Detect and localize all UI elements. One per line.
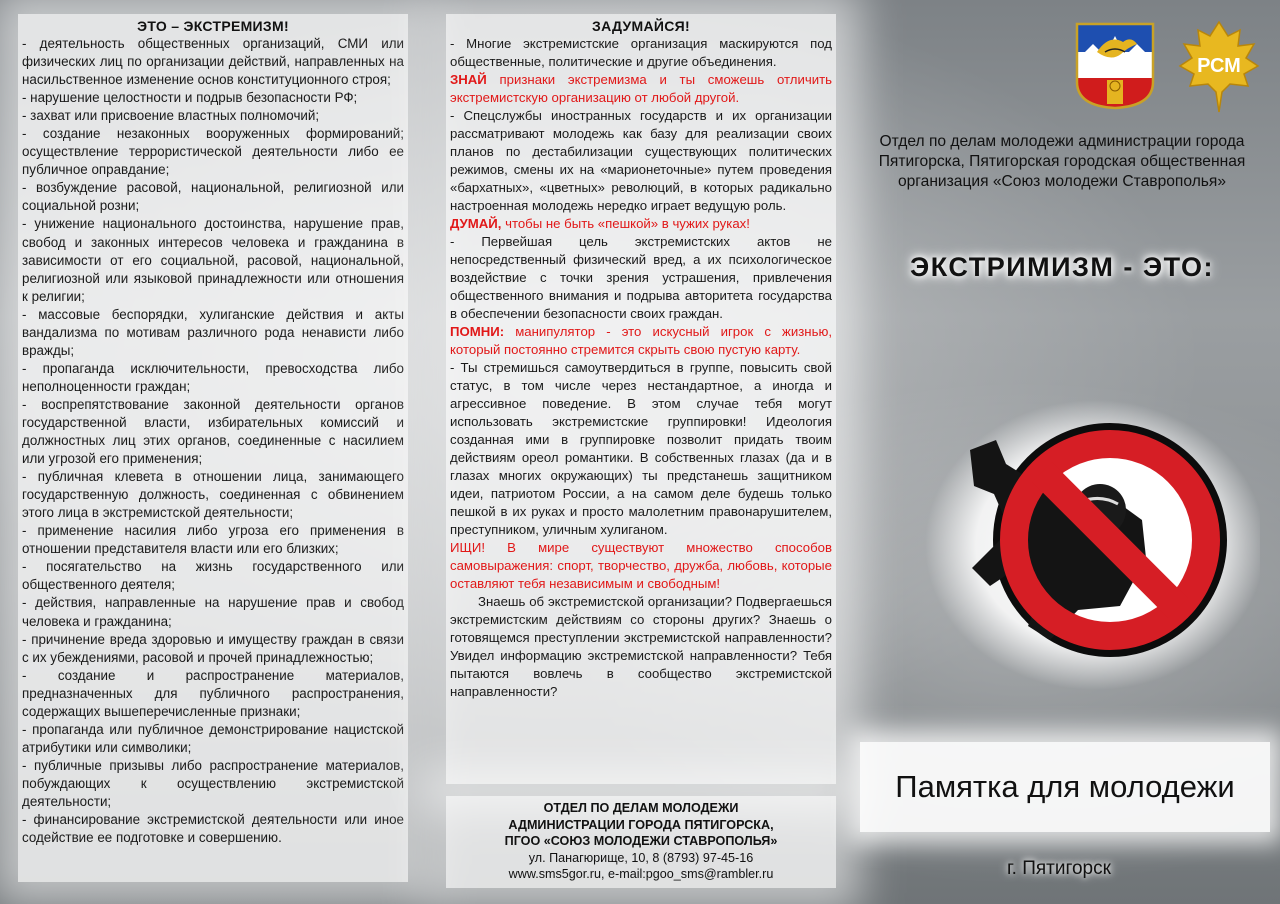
contact-web: www.sms5gor.ru, e-mail:pgoo_sms@rambler.ru xyxy=(508,867,774,881)
rsm-logo-text: РСМ xyxy=(1197,55,1241,77)
think-callout xyxy=(450,215,832,233)
definition-item: - причинение вреда здоровью и имуществу граждан в связи с их убеждениями, расовой и прочей принадлежностью; xyxy=(22,631,404,665)
contact-line-3: ПГОО «СОЮЗ МОЛОДЕЖИ СТАВРОПОЛЬЯ» xyxy=(504,834,778,848)
definition-item: - нарушение целостности и подрыв безопасности РФ; xyxy=(22,90,358,106)
paragraph-self-assertion: - Ты стремишься самоутвердиться в группе, повысить свой статус, в том числе через нестандартное, а иногда и агрессивное поведение. В этом случае тебя могут использовать экстремистские группировки! Идеология созданная ими в группировке позволит придать твоим действиям ореол романтики. В собственных глазах (да и в глазах многих окружающих) ты предстанешь защитником идеи, патриотом России, а на самом деле будешь только пешкой в их руках и просто малолетним правонарушителем, преступником, уличным хулиганом. xyxy=(450,360,832,537)
remember-callout xyxy=(450,323,832,359)
definition-item: - массовые беспорядки, хулиганские действия и акты вандализма по мотивам различного рода ненависти либо вражды; xyxy=(22,306,404,358)
paragraph-foreign-services: - Спецслужбы иностранных государств и их организации рассматривают молодежь как базу для реализации своих планов по дестабилизации существующих политических режимов, смены их на «марионеточные» путем проведения «бархатных», «цветных» революций, в которых радикально настроенная молодежь нередко играет ведущую роль. xyxy=(450,108,832,213)
seek-callout: ИЩИ! В мире существуют множество способов самовыражения: спорт, творчество, дружба, любовь, которые оставляют тебя независимым и свободным! xyxy=(450,540,832,591)
prohibition-sign-icon xyxy=(910,390,1260,690)
know-lead: ЗНАЙ xyxy=(450,72,487,87)
definition-item: - финансирование экстремистской деятельности или иное содействие ее подготовке и совершению. xyxy=(22,812,404,846)
remember-text: манипулятор - это искусный игрок с жизнью, который постоянно стремится скрыть свою пустую карту. xyxy=(450,324,832,357)
know-callout xyxy=(450,71,832,107)
definition-item: - унижение национального достоинства, нарушение прав, свобод и законных интересов человека и гражданина в зависимости от его социальной, расовой, национальной, религиозной или языковой принадлежности или отношения к религии; xyxy=(22,216,404,304)
definition-item: - пропаганда или публичное демонстрирование нацистской атрибутики или символики; xyxy=(22,721,404,755)
definition-list xyxy=(22,35,404,847)
definition-item: - деятельность общественных организаций, СМИ или физических лиц по организации действий, направленных на насильственное изменение основ конституционного строя; xyxy=(22,36,404,88)
know-text: признаки экстремизма и ты сможешь отличить экстремистскую организацию от любой другой. xyxy=(450,72,832,105)
definition-item: - действия, направленные на нарушение прав и свобод человека и гражданина; xyxy=(22,595,404,629)
definition-item: - воспрепятствование законной деятельности органов государственной власти, избирательных комиссий и должностных лиц этих органов, соединенные с насилием или угрозой его применения; xyxy=(22,396,404,467)
definition-item: - возбуждение расовой, национальной, религиозной или социальной розни; xyxy=(22,180,404,214)
city-label: г. Пятигорск xyxy=(1007,858,1111,879)
pyatigorsk-coat-of-arms-icon xyxy=(1075,22,1155,110)
definition-item: - пропаганда исключительности, превосходства либо неполноценности граждан; xyxy=(22,360,404,394)
remember-lead: ПОМНИ: xyxy=(450,324,505,339)
contact-line-1: ОТДЕЛ ПО ДЕЛАМ МОЛОДЕЖИ xyxy=(543,801,739,815)
contact-line-2: АДМИНИСТРАЦИИ ГОРОДА ПЯТИГОРСКА, xyxy=(508,817,774,832)
think-text: чтобы не быть «пешкой» в чужих руках! xyxy=(501,216,750,231)
organizer-text: Отдел по делам молодежи администрации города Пятигорска, Пятигорская городская общественная организация «Союз молодежи Ставрополья» xyxy=(878,133,1246,190)
definition-heading: ЭТО – ЭКСТРЕМИЗМ! xyxy=(137,18,289,34)
definition-item: - создание незаконных вооруженных формирований; осуществление террористической деятельности либо ее публичное оправдание; xyxy=(22,126,404,178)
definition-item: - посягательство на жизнь государственного или общественного деятеля; xyxy=(22,559,404,593)
contact-block xyxy=(446,796,836,888)
paragraph-questions: Знаешь об экстремистской организации? Подвергаешься экстремистским действиям со стороны других? Знаешь о готовящемся преступлении экстремистской направленности? Увидел информацию экстремистской направленности? Тебя пытаются вовлечь в сообщество экстремистской направленности? xyxy=(450,594,832,699)
think-lead: ДУМАЙ, xyxy=(450,216,502,231)
think-heading: ЗАДУМАЙСЯ! xyxy=(592,18,690,34)
definition-item: - публичные призывы либо распространение материалов, побуждающих к осуществлению экстремистской деятельности; xyxy=(22,757,404,809)
think-column xyxy=(446,14,836,784)
definition-item: - публичная клевета в отношении лица, занимающего государственную должность, соединенная с обвинением этого лица в экстремистской деятельности; xyxy=(22,469,404,521)
definition-item: - захват или присвоение властных полномочий; xyxy=(22,108,320,124)
page-title: ЭКСТРИМИЗМ - ЭТО: xyxy=(910,252,1214,282)
definition-item: - применение насилия либо угроза его применения в отношении представителя власти или его близких; xyxy=(22,523,404,557)
paragraph-goal: - Первейшая цель экстремистских актов не непосредственный физический вред, а их психологическое воздействие с точки зрения устрашения, привлечения общественного внимания и подрыва авторитета государства в обеспечении безопасности своих граждан. xyxy=(450,234,832,321)
extremism-definition-column xyxy=(18,14,408,882)
definition-item: - создание и распространение материалов, предназначенных для публичного распространения, содержащих вышеперечисленные признаки; xyxy=(22,667,404,719)
memo-title: Памятка для молодежи xyxy=(860,742,1270,832)
paragraph-masking: - Многие экстремистские организация маскируются под общественные, политические и другие объединения. xyxy=(450,36,832,69)
contact-address: ул. Панагюрище, 10, 8 (8793) 97-45-16 xyxy=(528,850,754,865)
rsm-leaf-logo xyxy=(1178,20,1260,114)
